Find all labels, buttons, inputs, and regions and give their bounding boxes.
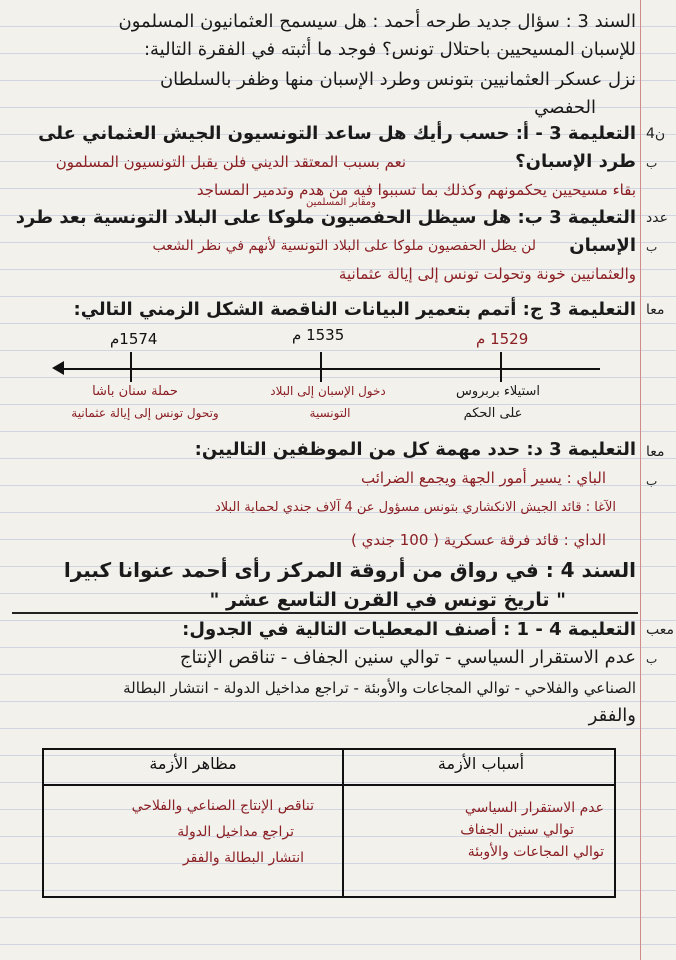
task-4-1-line2: الصناعي والفلاحي - توالي المجاعات والأوبئة - تراجع مداخيل الدولة - انتشار البطالة bbox=[123, 679, 636, 697]
doc3-line2: للإسبان المسيحيين باحتلال تونس؟ فوجد ما أثبته في الفقرة التالية: bbox=[143, 39, 636, 60]
table-header-causes: أسباب الأزمة bbox=[437, 754, 525, 773]
timeline-event-3b: على الحكم bbox=[463, 406, 523, 421]
cause-1: عدم الاستقرار السياسي bbox=[464, 800, 604, 816]
timeline-date-1535: 1535 م bbox=[292, 326, 345, 344]
task-4-1-label: ب bbox=[646, 652, 658, 666]
task-3b-answer-1: لن يظل الحفصيون ملوكا على البلاد التونسية لأنهم في نظر الشعب bbox=[152, 238, 536, 254]
task-3d-label: ب bbox=[646, 474, 658, 488]
task-3b-answer-2: والعثمانيين خونة وتحولت تونس إلى إيالة عثمانية bbox=[338, 265, 636, 283]
timeline-date-1529: 1529 م bbox=[476, 330, 529, 348]
timeline-event-2b: التونسية bbox=[309, 406, 351, 420]
task-3d-margin: معا bbox=[646, 444, 665, 460]
task-3c-margin: معا bbox=[646, 302, 665, 318]
task-3a-answer-1: نعم بسبب المعتقد الديني فلن يقبل التونسيون المسلمون bbox=[55, 153, 406, 171]
timeline-event-3: استيلاء بربروس bbox=[455, 384, 541, 399]
task-3a-note: ومقابر المسلمين bbox=[305, 197, 376, 208]
timeline-event-1: حملة سنان باشا bbox=[92, 384, 178, 399]
table-header-aspects: مظاهر الأزمة bbox=[149, 754, 237, 773]
task-4-1-question: التعليمة 4 - 1 : أصنف المعطيات التالية في الجدول: bbox=[182, 619, 636, 640]
crisis-table bbox=[42, 748, 616, 898]
task-3b-label: ب bbox=[646, 240, 658, 254]
task-3c-question: التعليمة 3 ج: أتمم بتعمير البيانات الناقصة الشكل الزمني التالي: bbox=[73, 299, 636, 320]
timeline-tick-1535 bbox=[320, 352, 322, 382]
task-3a-question: التعليمة 3 - أ: حسب رأيك هل ساعد التونسيون الجيش العثماني على bbox=[38, 123, 636, 144]
aspect-3: انتشار البطالة والفقر bbox=[182, 850, 304, 866]
table-header-divider bbox=[44, 784, 614, 786]
timeline-tick-1574 bbox=[130, 352, 132, 382]
task-3d-dey: الداي : قائد فرقة عسكرية ( 100 جندي ) bbox=[350, 531, 606, 549]
task-3a-question-2: طرد الإسبان؟ bbox=[515, 151, 636, 172]
task-3b-question-2: الإسبان bbox=[569, 235, 636, 256]
task-3a-margin: 4ن bbox=[646, 126, 666, 142]
timeline-date-1574: 1574م bbox=[110, 330, 158, 348]
timeline-event-2: دخول الإسبان إلى البلاد bbox=[270, 384, 386, 398]
cause-2: توالي سنين الجفاف bbox=[460, 822, 574, 838]
doc3-line1: السند 3 : سؤال جديد طرحه أحمد : هل سيسمح العثمانيون المسلمون bbox=[118, 11, 636, 32]
table-column-divider bbox=[342, 750, 344, 896]
aspect-2: تراجع مداخيل الدولة bbox=[177, 824, 294, 840]
margin-line bbox=[640, 0, 641, 960]
cause-3: توالي المجاعات والأوبئة bbox=[467, 844, 604, 860]
aspect-1: تناقص الإنتاج الصناعي والفلاحي bbox=[131, 798, 314, 814]
doc4-line2: " تاريخ تونس في القرن التاسع عشر " bbox=[209, 589, 566, 611]
task-4-1-line1: عدم الاستقرار السياسي - توالي سنين الجفاف - تناقص الإنتاج bbox=[179, 647, 636, 668]
task-4-1-margin: معب bbox=[646, 622, 674, 638]
task-3b-question: التعليمة 3 ب: هل سيظل الحفصيون ملوكا على البلاد التونسية بعد طرد bbox=[15, 207, 636, 228]
doc3-line3: نزل عسكر العثمانيين بتونس وطرد الإسبان منها وظفر بالسلطان bbox=[159, 69, 636, 90]
section-divider bbox=[12, 612, 638, 614]
task-3a-answer-2: بقاء مسيحيين يحكمونهم وكذلك بما تسببوا فيه من هدم وتدمير المساجد bbox=[196, 181, 636, 199]
doc4-line1: السند 4 : في رواق من أروقة المركز رأى أحمد عنوانا كبيرا bbox=[63, 558, 636, 582]
doc3-line4: الحفصي bbox=[534, 97, 596, 118]
task-3d-question: التعليمة 3 د: حدد مهمة كل من الموظفين التاليين: bbox=[194, 439, 636, 460]
task-3d-bey: الباي : يسير أمور الجهة ويجمع الضرائب bbox=[360, 469, 606, 487]
timeline-axis bbox=[60, 368, 600, 370]
timeline-event-1b: وتحول تونس إلى إيالة عثمانية bbox=[71, 406, 219, 420]
task-3d-agha: الآغا : قائد الجيش الانكشاري بتونس مسؤول عن 4 آلاف جندي لحماية البلاد bbox=[215, 500, 616, 515]
task-4-1-line3: والفقر bbox=[588, 705, 636, 726]
timeline-tick-1529 bbox=[500, 352, 502, 382]
task-3a-label: ب bbox=[646, 156, 658, 170]
task-3b-margin: عدد bbox=[646, 210, 668, 226]
